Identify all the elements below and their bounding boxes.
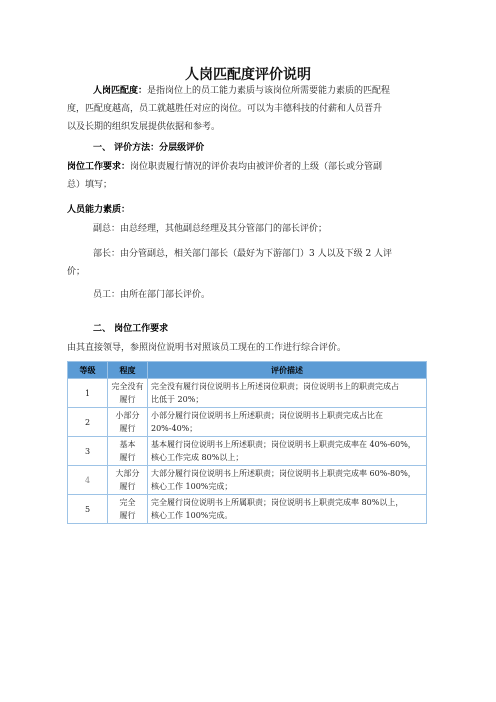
intro-line-3: 以及长期的组织发展提供依据和参考。 [67, 122, 221, 132]
degree-line: 履行 [119, 395, 136, 404]
description-line: 大部分履行岗位说明书上所述职责；岗位说明书上职责完成率 60%-80%， [151, 469, 416, 478]
table-row [68, 379, 427, 408]
level-cell: 2 [68, 408, 108, 437]
intro-colon: ： [138, 86, 148, 96]
intro-term: 人岗匹配度 [93, 86, 139, 96]
minister-evaluation-line-2: 价； [67, 267, 86, 277]
table-row [68, 466, 427, 495]
intro-line-1 [93, 82, 390, 100]
description-line: 核心工作 100%完成。 [151, 511, 233, 520]
vp-evaluation: 副总：由总经理，其他副总经理及其分管部门的部长评价； [93, 224, 328, 234]
duty-text-1: 岗位职责履行情况的评价表均由被评价者的上级（部长或分管副 [130, 162, 383, 172]
description-line: 比低于 20%； [151, 395, 204, 404]
degree-line: 小部分 [115, 411, 140, 420]
level-cell: 3 [68, 437, 108, 466]
intro-text-1: 是指岗位上的员工能力素质与该岗位所需要能力素质的匹配程 [147, 86, 391, 96]
degree-line: 履行 [119, 482, 136, 491]
table-header-row [68, 362, 427, 379]
section-2-description: 由其直接领导，参照岗位说明书对照该员工现在的工作进行综合评价。 [67, 343, 347, 353]
description-line: 基本履行岗位说明书上所述职责；岗位说明书上职责完成率在 40%-60%， [151, 440, 416, 449]
degree-line: 履行 [119, 511, 136, 520]
header-description: 评价描述 [148, 362, 427, 379]
description-cell [148, 495, 427, 524]
description-cell [148, 408, 427, 437]
staff-evaluation: 员工：由所在部门部长评价。 [93, 290, 211, 300]
description-line: 完全没有履行岗位说明书上所述岗位职责；岗位说明书上的职责完成占 [151, 382, 399, 391]
table-row [68, 408, 427, 437]
degree-line: 完全没有 [111, 382, 144, 391]
degree-line: 大部分 [115, 469, 140, 478]
page-title: 人岗匹配度评价说明 [185, 67, 311, 83]
duty-label: 岗位工作要求： [67, 162, 131, 172]
table-row [68, 495, 427, 524]
degree-cell [108, 495, 148, 524]
degree-cell [108, 466, 148, 495]
table-row [68, 437, 427, 466]
degree-line: 完全 [119, 498, 136, 507]
header-level: 等级 [68, 362, 108, 379]
duty-line-1 [67, 158, 382, 176]
section-1-heading: 一、 评价方法：分层级评价 [93, 143, 205, 153]
evaluation-table [67, 361, 427, 524]
degree-line: 履行 [119, 453, 136, 462]
description-cell [148, 437, 427, 466]
degree-line: 基本 [119, 440, 136, 449]
header-degree: 程度 [108, 362, 148, 379]
degree-line: 履行 [119, 424, 136, 433]
level-cell: 5 [68, 495, 108, 524]
duty-line-2: 总）填写； [67, 180, 113, 190]
level-cell: 1 [68, 379, 108, 408]
description-line: 核心工作 100%完成； [151, 482, 233, 491]
minister-evaluation-line-1: 部长：由分管副总，相关部门部长（最好为下游部门）3 人以及下级 2 人评 [93, 249, 393, 259]
description-line: 20%-40%； [151, 424, 198, 433]
degree-cell [108, 379, 148, 408]
intro-line-2: 度，匹配度越高，员工就越胜任对应的岗位。可以为丰德科技的付薪和人员晋升 [67, 104, 383, 114]
description-cell [148, 466, 427, 495]
description-line: 完全履行岗位说明书上所属职责；岗位说明书上职责完成率 80%以上， [151, 498, 404, 507]
section-2-heading: 二、 岗位工作要求 [93, 324, 169, 334]
description-cell [148, 379, 427, 408]
degree-cell [108, 437, 148, 466]
degree-cell [108, 408, 148, 437]
ability-label: 人员能力素质： [67, 205, 131, 215]
level-cell: 4 [68, 466, 108, 495]
description-line: 核心工作完成 80%以上； [151, 453, 244, 462]
description-line: 小部分履行岗位说明书上所述职责；岗位说明书上职责完成占比在 [151, 411, 383, 420]
